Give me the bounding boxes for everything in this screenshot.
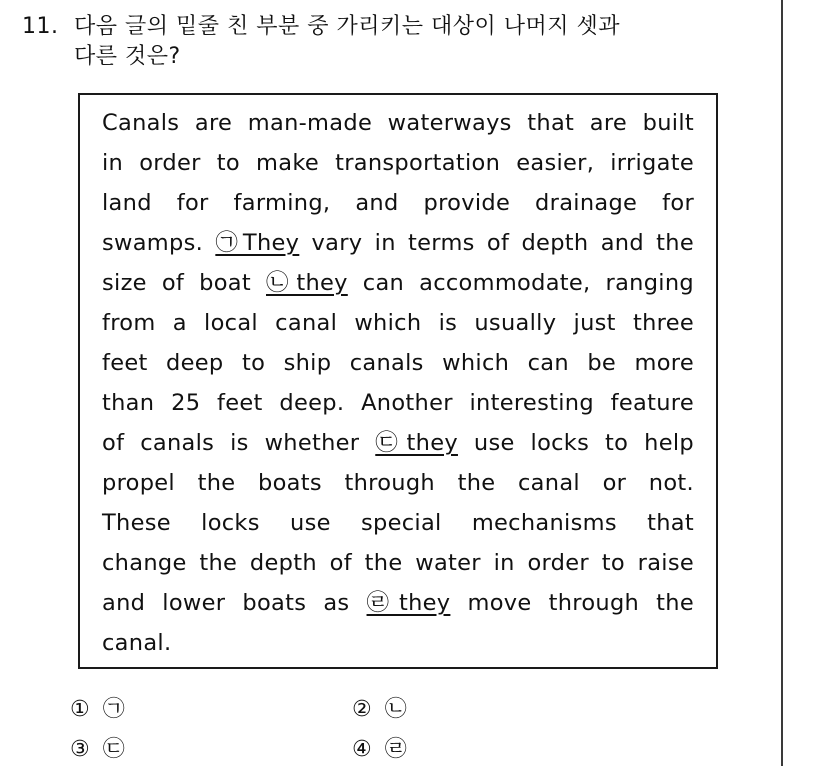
question-header xyxy=(22,12,762,72)
question-number: 11. xyxy=(22,14,59,39)
underlined-pronoun-d: ㉣they xyxy=(366,590,451,616)
passage-line: than 25 feet deep. Another interesting feature xyxy=(102,390,694,416)
passage-line: propel the boats through the canal or not. xyxy=(102,470,694,496)
passage-box xyxy=(78,93,718,669)
passage-segment: of canals is whether xyxy=(102,430,376,456)
passage-segment: move through the xyxy=(450,590,694,616)
passage-segment: and lower boats as xyxy=(102,590,367,616)
passage-text xyxy=(102,103,694,663)
page-divider-line xyxy=(781,0,783,766)
answer-choice-2[interactable]: ② ㉡ xyxy=(352,697,410,722)
passage-line xyxy=(102,583,694,623)
passage-segment: swamps. xyxy=(102,230,216,256)
passage-line: change the depth of the water in order to raise xyxy=(102,550,694,576)
question-prompt-line2: 다른 것은? xyxy=(74,44,181,69)
passage-line xyxy=(102,223,694,263)
answer-choice-4[interactable]: ④ ㉣ xyxy=(352,737,410,762)
passage-line: These locks use special mechanisms that xyxy=(102,510,694,536)
underlined-pronoun-a: ㉠They xyxy=(215,230,300,256)
passage-line: Canals are man-made waterways that are built xyxy=(102,110,694,136)
passage-segment: use locks to help xyxy=(457,430,694,456)
passage-segment: vary in terms of depth and the xyxy=(299,230,695,256)
passage-segment: can accommodate, ranging xyxy=(347,270,694,296)
underlined-pronoun-c: ㉢they xyxy=(375,430,458,456)
passage-line: feet deep to ship canals which can be more xyxy=(102,350,694,376)
passage-line xyxy=(102,263,694,303)
passage-line: canal. xyxy=(102,630,172,656)
passage-segment: size of boat xyxy=(102,270,266,296)
passage-line: from a local canal which is usually just three xyxy=(102,310,694,336)
question-prompt-line1: 다음 글의 밑줄 친 부분 중 가리키는 대상이 나머지 셋과 xyxy=(74,14,620,39)
passage-line: land for farming, and provide drainage for xyxy=(102,190,694,216)
passage-line xyxy=(102,423,694,463)
answer-choice-3[interactable]: ③ ㉢ xyxy=(70,737,128,762)
underlined-pronoun-b: ㉡they xyxy=(266,270,348,296)
answer-choice-1[interactable]: ① ㉠ xyxy=(70,697,128,722)
passage-line: in order to make transportation easier, irrigate xyxy=(102,150,694,176)
